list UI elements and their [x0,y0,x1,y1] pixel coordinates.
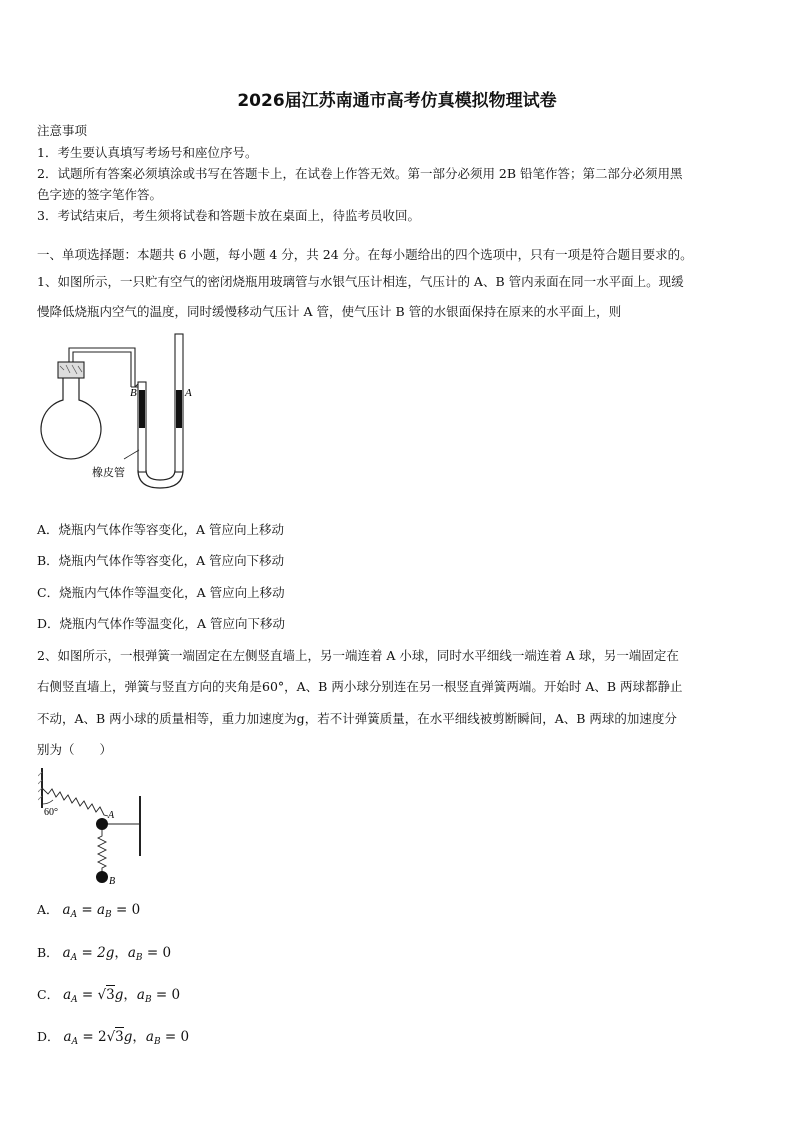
notice-heading: 注意事项 [37,123,88,138]
q1-option-a[interactable]: A．烧瓶内气体作等容变化，A 管应向上移动 [37,522,285,537]
flask-manometer-figure [38,332,198,492]
q1-stem-line-1: 1、如图所示，一只贮有空气的密闭烧瓶用玻璃管与水银气压计相连，气压计的 A、B 管内汞面在同一水平面上。现缓 [37,274,684,289]
q2-stem-line-2: 右侧竖直墙上，弹簧与竖直方向的夹角是60°，A、B 两小球分别连在另一根竖直弹簧两端。开始时 A、B 两球都静止 [37,679,683,694]
q2-option-a-letter: A． [37,902,59,917]
label-a: A [185,387,192,399]
ball-a-label: A [108,810,115,821]
label-b: B [130,387,137,399]
q2-option-b-letter: B． [37,945,59,960]
q2-option-d-letter: D． [37,1029,60,1044]
q2-option-d-formula: $a_A = 2√3g$，$a_B = 0$ [63,1029,190,1047]
ball-b-label: B [109,876,116,886]
notice-item-2-line-2: 色字迹的签字笔作答。 [37,187,163,202]
notice-item-1: 1．考生要认真填写考场号和座位序号。 [37,145,258,160]
q2-option-c[interactable] [37,983,180,1005]
notice-item-2-line-1: 2．试题所有答案必须填涂或书写在答题卡上，在试卷上作答无效。第一部分必须用 2B 铅笔作答；第二部分必须用黑 [37,166,683,181]
q1-stem-line-2: 慢降低烧瓶内空气的温度，同时缓慢移动气压计 A 管，使气压计 B 管的水银面保持在原来的水平面上，则 [37,304,622,319]
q1-option-b[interactable]: B．烧瓶内气体作等容变化，A 管应向下移动 [37,553,285,568]
section-1-heading: 一、单项选择题：本题共 6 小题，每小题 4 分，共 24 分。在每小题给出的四个选项中，只有一项是符合题目要求的。 [37,247,693,262]
q2-option-d[interactable] [37,1025,189,1047]
q2-option-c-formula: $a_A = √3g$，$a_B = 0$ [63,987,181,1005]
angle-label: 60° [44,807,58,818]
q2-option-a-formula: $a_A = a_B = 0$ [62,902,141,920]
label-rubber-tube: 橡皮管 [92,467,125,479]
q2-option-a[interactable] [37,900,140,920]
spring-balls-figure [38,764,148,886]
q2-option-b[interactable] [37,941,171,963]
q1-option-d[interactable]: D．烧瓶内气体作等温变化，A 管应向下移动 [37,616,286,631]
notice-item-3: 3．考试结束后，考生须将试卷和答题卡放在桌面上，待监考员收回。 [37,208,420,223]
q2-stem-line-1: 2、如图所示，一根弹簧一端固定在左侧竖直墙上，另一端连着 A 小球，同时水平细线一端连着 A 球，另一端固定在 [37,648,679,663]
q1-option-c[interactable]: C．烧瓶内气体作等温变化，A 管应向上移动 [37,585,285,600]
q2-option-b-formula: $a_A = 2g$，$a_B = 0$ [62,945,172,963]
q2-stem-line-4: 别为（ ） [37,742,113,757]
page-title: 2026届江苏南通市高考仿真模拟物理试卷 [237,91,557,111]
q2-stem-line-3: 不动，A、B 两小球的质量相等，重力加速度为g，若不计弹簧质量，在水平细线被剪断瞬间，A、B 两球的加速度分 [37,711,677,726]
q2-option-c-letter: C． [37,987,60,1002]
